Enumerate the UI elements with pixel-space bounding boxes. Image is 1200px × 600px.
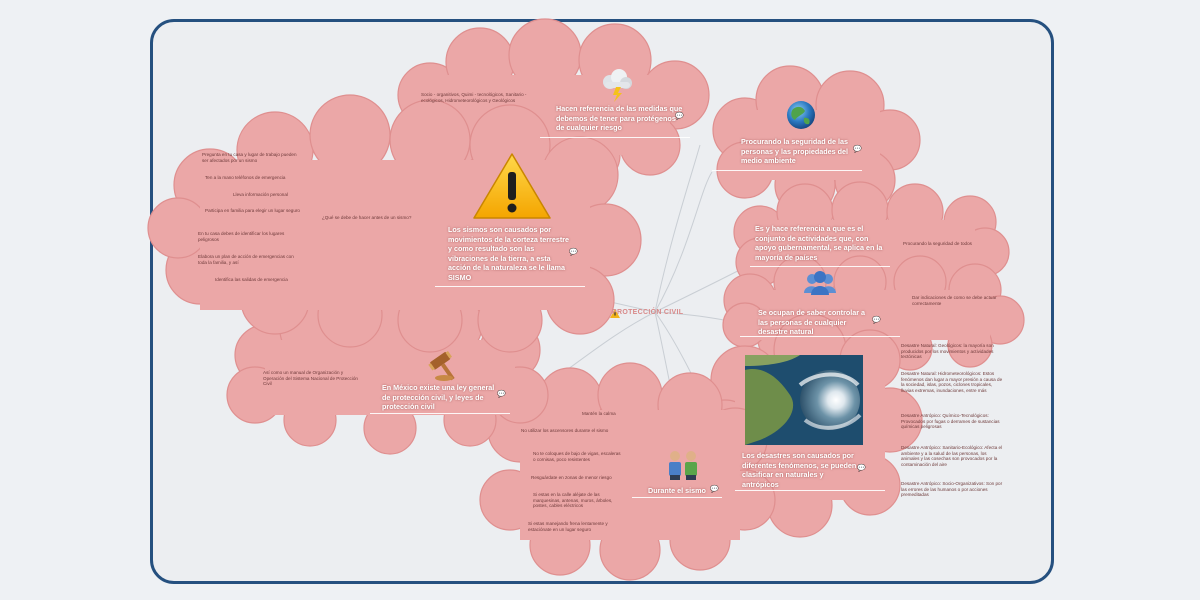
leaf-sismo-1[interactable]: Ten a la mano teléfonos de emergencia bbox=[205, 175, 286, 180]
leaf-durante-4[interactable]: Si estas en la calle aléjate de las marquesinas, antenas, muros, árboles, postes, cables eléctricos bbox=[533, 492, 613, 509]
leaf-durante-1[interactable]: No utilizar los ascensores durante el sismo bbox=[521, 428, 609, 433]
leaf-fenomenos-1[interactable]: Desastre Natural: Hidrometeorológicos: Estos fenómenos dan lugar a mayor presión a causa de la sociedad, islas, pozos, ciclones tropicales, lluvias extremas, inundaciones, entre más bbox=[901, 371, 1003, 394]
leaf-durante-3[interactable]: Resguárdate en zonas de menor riesgo bbox=[531, 475, 612, 480]
leaf-durante-0[interactable]: Mantén la calma bbox=[582, 411, 616, 416]
leaf-sismo-6[interactable]: Identifica las salidas de emergencia bbox=[215, 277, 288, 282]
topic-sismo[interactable]: Los sismos son causados por movimientos de la corteza terrestre y como resultado son las vibraciones de la tierra, a esta acción de la naturaleza se le llama SISMO bbox=[448, 225, 570, 282]
note-icon[interactable]: 💬 bbox=[675, 112, 684, 120]
leaf-sismo-2[interactable]: Lleva información personal bbox=[233, 192, 288, 197]
sismo-question[interactable]: ¿Qué se debe de hacer antes de un sismo? bbox=[322, 215, 412, 220]
note-icon[interactable]: 💬 bbox=[710, 485, 719, 493]
note-icon[interactable]: 💬 bbox=[853, 145, 862, 153]
leaf-sismo-0[interactable]: Pregunta en tu casa y lugar de trabajo pueden ser afectados por un sismo bbox=[202, 152, 297, 163]
leaf-durante-2[interactable]: No te coloques de bajo de vigas, escaleras o cornisas, poco resistentes bbox=[533, 451, 621, 462]
leaf-fenomenos-0[interactable]: Desastre Natural: Geológicos: la mayoría son producidos por los movimientos y actividades tectónicas bbox=[901, 343, 994, 360]
topic-riesgo-underline bbox=[540, 137, 690, 138]
topic-conjunto[interactable]: Es y hace referencia a que es el conjunto de actividades que, con apoyo gubernamental, se aplica en la mayoría de países bbox=[755, 224, 883, 262]
leaf-sismo-3[interactable]: Participa en familia para elegir un lugar seguro bbox=[205, 208, 300, 213]
note-icon[interactable]: 💬 bbox=[872, 316, 881, 324]
central-topic[interactable]: PROTECCIÓN CIVIL bbox=[612, 309, 684, 316]
leaf-sismo-4[interactable]: En tu casa debes de identificar los lugares peligrosos bbox=[198, 231, 285, 242]
topic-ley-underline bbox=[370, 413, 510, 414]
topic-fenomenos-underline bbox=[735, 490, 885, 491]
leaf-riesgo-0[interactable]: Socio - organitivos, Quimi - tecnológicos, Sanitario - ecológicos, Hidrometeorológicos y Geológicos bbox=[421, 92, 527, 103]
topic-sismo-durante[interactable]: Durante el sismo bbox=[648, 486, 706, 495]
note-icon[interactable]: 💬 bbox=[569, 248, 578, 256]
leaf-sismo-5[interactable]: Elabora un plan de acción de emergencias con toda la familia, y así bbox=[198, 254, 294, 265]
topic-sismo-durante-underline bbox=[632, 497, 722, 498]
gavel-block-icon bbox=[435, 375, 453, 381]
topic-desastre-underline bbox=[740, 336, 900, 337]
topic-conjunto-underline bbox=[750, 266, 890, 267]
leaf-fenomenos-3[interactable]: Desastre Antrópico: Sanitario-Ecológico: Afecta el ambiente y a la salud de las personas, los animales y las cosechas son provocados por la contaminación del aire bbox=[901, 445, 1003, 468]
topic-seguridad-underline bbox=[712, 170, 862, 171]
hurricane-satellite-image bbox=[745, 355, 863, 445]
topic-fenomenos[interactable]: Los desastres son causados por diferentes fenómenos, se pueden clasificar en naturales y antrópicos bbox=[742, 451, 857, 489]
leaf-durante-5[interactable]: Si estas manejando frena lentamente y estaciónate en un lugar seguro bbox=[528, 521, 608, 532]
topic-seguridad[interactable]: Procurando la seguridad de las personas y las propiedades del medio ambiente bbox=[741, 137, 849, 165]
leaf-fenomenos-4[interactable]: Desastre Antrópico: Socio-Organizativos: Son por las errores de las humanos o por acciones premeditadas bbox=[901, 481, 1003, 498]
leaf-desastre-0[interactable]: Dar indicaciones de como se debe actuar correctamente bbox=[912, 295, 997, 306]
leaf-ley-0[interactable]: Así como un manual de Organización y Operación del Sistema Nacional de Protección Civil bbox=[263, 370, 358, 387]
note-icon[interactable]: 💬 bbox=[497, 390, 506, 398]
topic-riesgo[interactable]: Hacen referencia de las medidas que debemos de tener para protégenos de cualquier riesgo bbox=[556, 104, 683, 132]
topic-sismo-underline bbox=[435, 286, 585, 287]
globe-icon bbox=[787, 101, 815, 129]
topic-ley[interactable]: En México existe una ley general de protección civil, y leyes de protección civil bbox=[382, 383, 495, 411]
leaf-fenomenos-2[interactable]: Desastre Antrópico: Químico-Tecnológicos: Provocados por fugas o derrames de sustancias químicas peligrosas bbox=[901, 413, 1000, 430]
topic-desastre[interactable]: Se ocupan de saber controlar a las personas de cualquier desastre natural bbox=[758, 308, 866, 336]
note-icon[interactable]: 💬 bbox=[857, 464, 866, 472]
leaf-conjunto-0[interactable]: Procurando la seguridad de todos bbox=[903, 241, 972, 246]
